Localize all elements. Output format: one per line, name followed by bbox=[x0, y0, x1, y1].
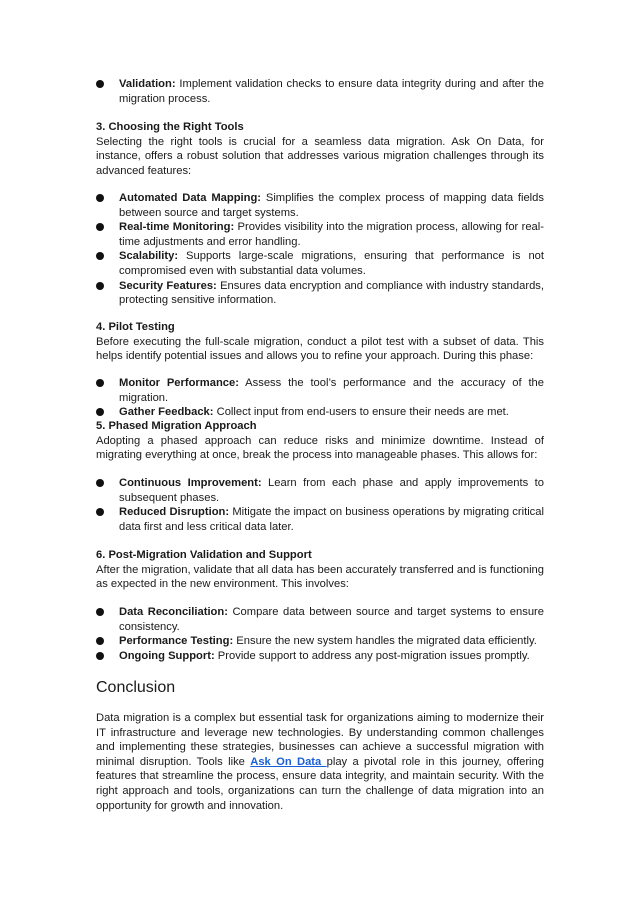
item-text: Implement validation checks to ensure data integrity during and after the migration process. bbox=[119, 78, 544, 105]
list-item bbox=[96, 634, 544, 649]
ask-on-data-link[interactable]: Ask On Data bbox=[250, 755, 327, 768]
bullet-icon bbox=[96, 282, 104, 290]
section-heading: 3. Choosing the Right Tools bbox=[96, 121, 244, 133]
bullet-icon bbox=[96, 479, 104, 487]
section-4-list bbox=[96, 376, 544, 420]
item-text: Compare data between source and target systems to ensure consistency. bbox=[119, 606, 544, 633]
item-term: Performance Testing: bbox=[119, 635, 234, 648]
item-term: Automated Data Mapping: bbox=[119, 192, 262, 204]
conclusion-title: Conclusion bbox=[96, 679, 176, 696]
bullet-icon bbox=[96, 508, 104, 516]
item-term: Continuous Improvement: bbox=[119, 477, 262, 489]
bullet-icon bbox=[96, 80, 104, 88]
list-item bbox=[96, 649, 544, 664]
section-5 bbox=[96, 419, 544, 463]
item-text: Supports large-scale migrations, ensuring that performance is not compromised even with substantial data volumes. bbox=[119, 250, 544, 277]
validation-block bbox=[96, 77, 544, 106]
item-term: Validation: bbox=[119, 78, 176, 90]
bullet-icon bbox=[96, 252, 104, 260]
section-6-list bbox=[96, 605, 544, 663]
item-text: Learn from each phase and apply improvements to subsequent phases. bbox=[119, 477, 544, 504]
section-paragraph: Adopting a phased approach can reduce risks and minimize downtime. Instead of migrating everything at once, break the process into manageable phases. This allows for: bbox=[96, 434, 544, 462]
list-item bbox=[96, 191, 544, 220]
bullet-icon bbox=[96, 637, 104, 645]
item-text: Mitigate the impact on business operations by migrating critical data first and less critical data later. bbox=[119, 506, 544, 533]
item-term: Security Features: bbox=[119, 279, 217, 292]
list-item bbox=[96, 220, 544, 249]
conclusion-paragraph bbox=[96, 711, 544, 813]
item-term: Gather Feedback: bbox=[119, 406, 214, 419]
list-item bbox=[96, 605, 544, 634]
section-paragraph: Before executing the full-scale migration, conduct a pilot test with a subset of data. This helps identify potential issues and allows you to refine your approach. During this phase: bbox=[96, 335, 544, 363]
item-term: Scalability: bbox=[119, 250, 179, 263]
bullet-icon bbox=[96, 379, 104, 387]
item-term: Data Reconciliation: bbox=[119, 606, 228, 618]
list-item bbox=[96, 505, 544, 534]
section-3-list bbox=[96, 191, 544, 308]
item-text: Collect input from end-users to ensure their needs are met. bbox=[213, 406, 509, 419]
item-text: Ensures data encryption and compliance with industry standards, protecting sensitive information. bbox=[119, 279, 545, 307]
conclusion-text-start: Data migration is a complex but essential task for organizations aiming to modernize their IT infrastructure and leverage new technologies. By understanding common challenges and implementing these strategies, businesses can achieve a successful migration with minimal disruption. Tools like bbox=[96, 712, 544, 768]
section-heading: 6. Post-Migration Validation and Support bbox=[96, 549, 312, 561]
bullet-icon bbox=[96, 608, 104, 616]
conclusion-text-end: play a pivotal role in this journey, offering features that streamline the process, ensure data integrity, and maintain security. With the right approach and tools, organizations can turn the challenge of data migration into an opportunity for growth and innovation. bbox=[96, 755, 544, 812]
bullet-icon bbox=[96, 194, 104, 202]
conclusion-section bbox=[96, 678, 544, 698]
item-text: Ensure the new system handles the migrated data efficiently. bbox=[233, 635, 537, 648]
item-text: Assess the tool’s performance and the accuracy of the migration. bbox=[119, 377, 544, 404]
section-heading: 5. Phased Migration Approach bbox=[96, 420, 257, 432]
list-item bbox=[96, 376, 544, 405]
section-heading: 4. Pilot Testing bbox=[96, 321, 175, 333]
section-paragraph: After the migration, validate that all data has been accurately transferred and is functioning as expected in the new environment. This involves: bbox=[96, 563, 544, 591]
item-text: Simplifies the complex process of mapping data fields between source and target systems. bbox=[119, 192, 544, 219]
section-4 bbox=[96, 320, 544, 364]
item-text: Provide support to address any post-migration issues promptly. bbox=[214, 649, 530, 662]
bullet-icon bbox=[96, 223, 104, 231]
item-term: Real-time Monitoring: bbox=[119, 221, 235, 234]
list-item bbox=[96, 249, 544, 278]
item-term: Monitor Performance: bbox=[119, 377, 239, 389]
list-item bbox=[96, 77, 544, 106]
item-term: Ongoing Support: bbox=[119, 649, 215, 662]
item-term: Reduced Disruption: bbox=[119, 506, 230, 519]
list-item bbox=[96, 405, 544, 420]
bullet-icon bbox=[96, 652, 104, 660]
conclusion-body bbox=[96, 711, 544, 813]
section-3 bbox=[96, 120, 544, 178]
list-item bbox=[96, 279, 544, 308]
item-text: Provides visibility into the migration process, allowing for real-time adjustments and error handling. bbox=[119, 221, 544, 248]
section-5-list bbox=[96, 476, 544, 534]
list-item bbox=[96, 476, 544, 505]
bullet-icon bbox=[96, 408, 104, 416]
section-paragraph: Selecting the right tools is crucial for a seamless data migration. Ask On Data, for instance, offers a robust solution that addresses various migration challenges through its advanced features: bbox=[96, 135, 544, 177]
section-6 bbox=[96, 548, 544, 592]
